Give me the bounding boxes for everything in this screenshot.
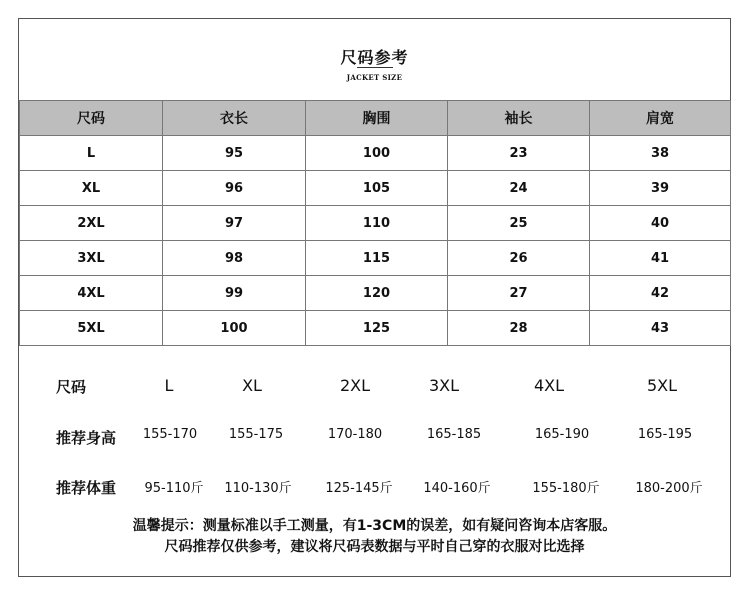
size-chart-frame bbox=[18, 18, 731, 577]
size-table bbox=[19, 100, 731, 346]
weight-value: 95-110斤 bbox=[144, 481, 204, 496]
table-cell: 100 bbox=[306, 136, 448, 171]
weight-value: 140-160斤 bbox=[423, 481, 491, 496]
size-value: XL bbox=[242, 376, 262, 395]
title-divider bbox=[357, 67, 393, 68]
table-cell: 99 bbox=[163, 276, 306, 311]
table-cell: L bbox=[20, 136, 163, 171]
size-value: 5XL bbox=[646, 376, 678, 395]
size-row bbox=[19, 376, 730, 400]
table-cell: 125 bbox=[306, 311, 448, 346]
column-header: 肩宽 bbox=[590, 101, 731, 136]
note-line-2: 尺码推荐仅供参考，建议将尺码表数据与平时自己穿的衣服对比选择 bbox=[164, 539, 585, 555]
table-row bbox=[20, 311, 731, 346]
column-header: 胸围 bbox=[306, 101, 448, 136]
table-cell: 23 bbox=[448, 136, 590, 171]
column-header: 袖长 bbox=[448, 101, 590, 136]
weight-value: 180-200斤 bbox=[635, 481, 703, 496]
table-cell: 42 bbox=[590, 276, 731, 311]
size-value: 2XL bbox=[339, 376, 371, 395]
table-cell: 95 bbox=[163, 136, 306, 171]
table-cell: 105 bbox=[306, 171, 448, 206]
title-block bbox=[19, 19, 730, 101]
weight-row-label: 推荐体重 bbox=[56, 479, 117, 497]
table-row bbox=[20, 136, 731, 171]
table-cell: 96 bbox=[163, 171, 306, 206]
table-row bbox=[20, 206, 731, 241]
table-cell: 4XL bbox=[20, 276, 163, 311]
table-cell: 120 bbox=[306, 276, 448, 311]
chart-title: 尺码参考 bbox=[340, 48, 409, 67]
height-value: 165-195 bbox=[637, 427, 693, 442]
table-cell: 3XL bbox=[20, 241, 163, 276]
table-cell: 41 bbox=[590, 241, 731, 276]
height-value: 165-185 bbox=[426, 427, 482, 442]
table-cell: 2XL bbox=[20, 206, 163, 241]
weight-value: 155-180斤 bbox=[532, 481, 600, 496]
note-line-1: 温馨提示：测量标准以手工测量，有1-3CM的误差，如有疑问咨询本店客服。 bbox=[132, 518, 617, 534]
table-cell: 98 bbox=[163, 241, 306, 276]
table-cell: 24 bbox=[448, 171, 590, 206]
table-cell: 100 bbox=[163, 311, 306, 346]
table-cell: 5XL bbox=[20, 311, 163, 346]
size-row-label: 尺码 bbox=[56, 378, 87, 396]
height-value: 155-175 bbox=[228, 427, 284, 442]
weight-value: 110-130斤 bbox=[224, 481, 292, 496]
column-header: 尺码 bbox=[20, 101, 163, 136]
table-cell: 40 bbox=[590, 206, 731, 241]
table-cell: 110 bbox=[306, 206, 448, 241]
table-cell: 39 bbox=[590, 171, 731, 206]
table-header-row bbox=[20, 101, 731, 136]
table-row bbox=[20, 171, 731, 206]
table-row bbox=[20, 276, 731, 311]
height-value: 170-180 bbox=[327, 427, 383, 442]
table-row bbox=[20, 241, 731, 276]
height-row-label: 推荐身高 bbox=[56, 429, 117, 447]
table-cell: 97 bbox=[163, 206, 306, 241]
chart-subtitle: JACKET SIZE bbox=[346, 73, 403, 82]
table-cell: 115 bbox=[306, 241, 448, 276]
weight-value: 125-145斤 bbox=[325, 481, 393, 496]
column-header: 衣长 bbox=[163, 101, 306, 136]
weight-row bbox=[19, 477, 730, 501]
height-row bbox=[19, 427, 730, 451]
table-cell: 38 bbox=[590, 136, 731, 171]
size-value: 3XL bbox=[428, 376, 460, 395]
table-cell: 27 bbox=[448, 276, 590, 311]
table-cell: 25 bbox=[448, 206, 590, 241]
size-value: L bbox=[164, 376, 174, 395]
table-cell: 28 bbox=[448, 311, 590, 346]
recommendation-section bbox=[19, 343, 730, 497]
size-value: 4XL bbox=[533, 376, 565, 395]
table-cell: 26 bbox=[448, 241, 590, 276]
height-value: 155-170 bbox=[142, 427, 198, 442]
height-value: 165-190 bbox=[534, 427, 590, 442]
table-cell: 43 bbox=[590, 311, 731, 346]
table-cell: XL bbox=[20, 171, 163, 206]
